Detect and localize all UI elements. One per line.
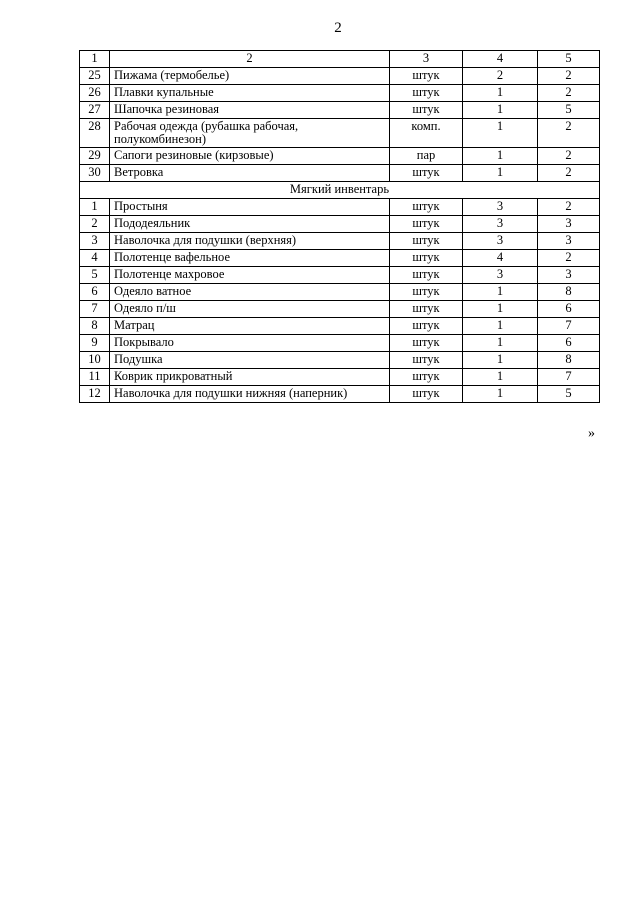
inventory-table bbox=[79, 50, 600, 403]
unit-cell: штук bbox=[390, 352, 463, 369]
term-cell: 2 bbox=[538, 165, 600, 182]
section-header-row bbox=[80, 182, 600, 199]
quantity-cell: 1 bbox=[463, 85, 538, 102]
term-cell: 3 bbox=[538, 216, 600, 233]
table-row bbox=[80, 119, 600, 148]
unit-cell: штук bbox=[390, 165, 463, 182]
quantity-cell: 1 bbox=[463, 335, 538, 352]
row-number-cell: 9 bbox=[80, 335, 110, 352]
term-cell: 8 bbox=[538, 284, 600, 301]
table-row bbox=[80, 386, 600, 403]
quantity-cell: 1 bbox=[463, 386, 538, 403]
item-name-cell: Плавки купальные bbox=[110, 85, 390, 102]
term-cell: 2 bbox=[538, 119, 600, 148]
row-number-cell: 30 bbox=[80, 165, 110, 182]
unit-cell: штук bbox=[390, 199, 463, 216]
item-name-cell: Наволочка для подушки (верхняя) bbox=[110, 233, 390, 250]
row-number-cell: 7 bbox=[80, 301, 110, 318]
unit-cell: комп. bbox=[390, 119, 463, 148]
item-name-cell: Матрац bbox=[110, 318, 390, 335]
row-number-cell: 6 bbox=[80, 284, 110, 301]
unit-cell: штук bbox=[390, 369, 463, 386]
term-cell: 8 bbox=[538, 352, 600, 369]
term-cell: 7 bbox=[538, 369, 600, 386]
unit-cell: штук bbox=[390, 335, 463, 352]
quantity-cell: 3 bbox=[463, 199, 538, 216]
quantity-cell: 1 bbox=[463, 284, 538, 301]
section-title: Мягкий инвентарь bbox=[80, 182, 600, 199]
term-cell: 2 bbox=[538, 199, 600, 216]
unit-cell: штук bbox=[390, 102, 463, 119]
unit-cell: штук bbox=[390, 233, 463, 250]
row-number-cell: 5 bbox=[80, 267, 110, 284]
table-row bbox=[80, 148, 600, 165]
item-name-cell: Рабочая одежда (рубашка рабочая, полукомбинезон) bbox=[110, 119, 390, 148]
quantity-cell: 2 bbox=[463, 68, 538, 85]
item-name-cell: Одеяло п/ш bbox=[110, 301, 390, 318]
table-row bbox=[80, 301, 600, 318]
quantity-cell: 1 bbox=[463, 369, 538, 386]
term-cell: 5 bbox=[538, 102, 600, 119]
unit-cell: штук bbox=[390, 216, 463, 233]
quantity-cell: 4 bbox=[463, 250, 538, 267]
unit-cell: штук bbox=[390, 250, 463, 267]
item-name-cell: Ветровка bbox=[110, 165, 390, 182]
table-row bbox=[80, 68, 600, 85]
unit-cell: штук bbox=[390, 386, 463, 403]
unit-cell: штук bbox=[390, 318, 463, 335]
row-number-cell: 10 bbox=[80, 352, 110, 369]
quantity-cell: 3 bbox=[463, 233, 538, 250]
page-number: 2 bbox=[334, 20, 342, 36]
table-row bbox=[80, 165, 600, 182]
closing-quote-mark: » bbox=[588, 426, 595, 441]
unit-cell: штук bbox=[390, 68, 463, 85]
item-name-cell: Шапочка резиновая bbox=[110, 102, 390, 119]
table-row bbox=[80, 102, 600, 119]
item-name-cell: Покрывало bbox=[110, 335, 390, 352]
table-row bbox=[80, 233, 600, 250]
inventory-table-body bbox=[80, 51, 600, 403]
quantity-cell: 1 bbox=[463, 148, 538, 165]
item-name-cell: Пижама (термобелье) bbox=[110, 68, 390, 85]
table-row bbox=[80, 85, 600, 102]
row-number-cell: 25 bbox=[80, 68, 110, 85]
term-cell: 5 bbox=[538, 386, 600, 403]
term-cell: 3 bbox=[538, 267, 600, 284]
row-number-cell: 8 bbox=[80, 318, 110, 335]
table-row bbox=[80, 284, 600, 301]
header-cell-3: 3 bbox=[390, 51, 463, 68]
table-header-row bbox=[80, 51, 600, 68]
header-cell-5: 5 bbox=[538, 51, 600, 68]
unit-cell: штук bbox=[390, 284, 463, 301]
table-row bbox=[80, 216, 600, 233]
row-number-cell: 28 bbox=[80, 119, 110, 148]
term-cell: 2 bbox=[538, 68, 600, 85]
row-number-cell: 12 bbox=[80, 386, 110, 403]
table-row bbox=[80, 318, 600, 335]
unit-cell: пар bbox=[390, 148, 463, 165]
unit-cell: штук bbox=[390, 267, 463, 284]
quantity-cell: 1 bbox=[463, 119, 538, 148]
table-row bbox=[80, 335, 600, 352]
item-name-cell: Сапоги резиновые (кирзовые) bbox=[110, 148, 390, 165]
table-row bbox=[80, 352, 600, 369]
unit-cell: штук bbox=[390, 301, 463, 318]
item-name-cell: Полотенце вафельное bbox=[110, 250, 390, 267]
term-cell: 2 bbox=[538, 250, 600, 267]
quantity-cell: 1 bbox=[463, 318, 538, 335]
table-row bbox=[80, 250, 600, 267]
table-row bbox=[80, 267, 600, 284]
row-number-cell: 3 bbox=[80, 233, 110, 250]
quantity-cell: 3 bbox=[463, 267, 538, 284]
header-cell-1: 1 bbox=[80, 51, 110, 68]
quantity-cell: 1 bbox=[463, 102, 538, 119]
quantity-cell: 1 bbox=[463, 301, 538, 318]
row-number-cell: 27 bbox=[80, 102, 110, 119]
row-number-cell: 11 bbox=[80, 369, 110, 386]
term-cell: 3 bbox=[538, 233, 600, 250]
row-number-cell: 4 bbox=[80, 250, 110, 267]
row-number-cell: 29 bbox=[80, 148, 110, 165]
term-cell: 6 bbox=[538, 301, 600, 318]
item-name-cell: Одеяло ватное bbox=[110, 284, 390, 301]
item-name-cell: Наволочка для подушки нижняя (наперник) bbox=[110, 386, 390, 403]
table-row bbox=[80, 199, 600, 216]
item-name-cell: Пододеяльник bbox=[110, 216, 390, 233]
item-name-cell: Коврик прикроватный bbox=[110, 369, 390, 386]
quantity-cell: 1 bbox=[463, 165, 538, 182]
row-number-cell: 26 bbox=[80, 85, 110, 102]
quantity-cell: 3 bbox=[463, 216, 538, 233]
unit-cell: штук bbox=[390, 85, 463, 102]
row-number-cell: 1 bbox=[80, 199, 110, 216]
row-number-cell: 2 bbox=[80, 216, 110, 233]
term-cell: 6 bbox=[538, 335, 600, 352]
item-name-cell: Простыня bbox=[110, 199, 390, 216]
item-name-cell: Подушка bbox=[110, 352, 390, 369]
table-row bbox=[80, 369, 600, 386]
term-cell: 2 bbox=[538, 148, 600, 165]
quantity-cell: 1 bbox=[463, 352, 538, 369]
header-cell-4: 4 bbox=[463, 51, 538, 68]
term-cell: 7 bbox=[538, 318, 600, 335]
item-name-cell: Полотенце махровое bbox=[110, 267, 390, 284]
term-cell: 2 bbox=[538, 85, 600, 102]
header-cell-2: 2 bbox=[110, 51, 390, 68]
